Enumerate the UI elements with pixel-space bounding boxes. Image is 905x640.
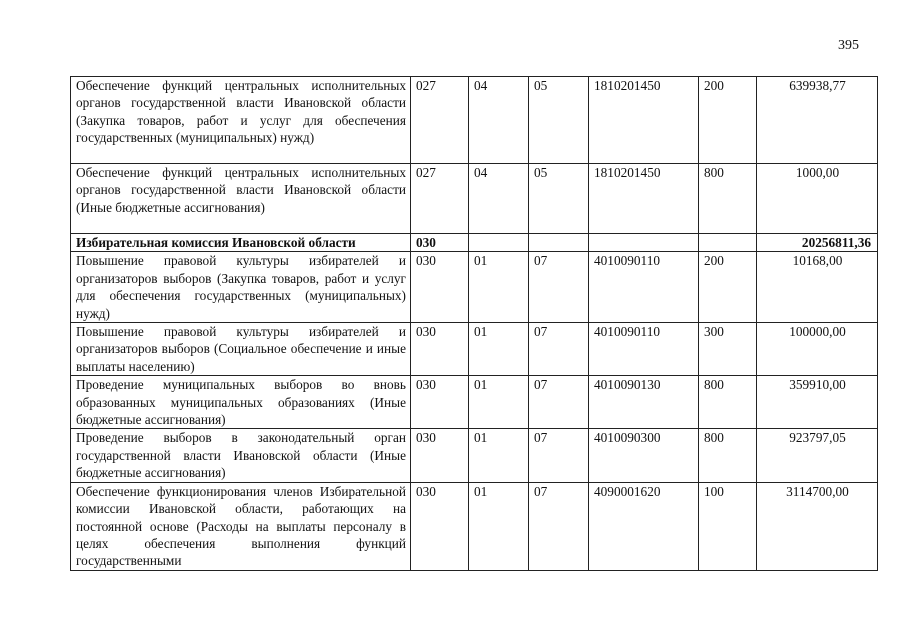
row-section-code: 01 xyxy=(469,252,529,323)
row-ministry-code: 027 xyxy=(411,164,469,234)
row-expense-type-code xyxy=(699,234,757,252)
row-section-code xyxy=(469,234,529,252)
table-row xyxy=(71,234,878,252)
table-row xyxy=(71,482,878,570)
row-amount: 359910,00 xyxy=(757,376,878,429)
row-ministry-code: 030 xyxy=(411,323,469,376)
row-name: Обеспечение функций центральных исполнительных органов государственной власти Ивановской области (Закупка товаров, работ и услуг для обеспечения государственных (муниципальных) нужд) xyxy=(71,77,411,164)
row-expense-type-code: 800 xyxy=(699,164,757,234)
row-target-code: 1810201450 xyxy=(589,77,699,164)
row-expense-type-code: 200 xyxy=(699,77,757,164)
table-row xyxy=(71,252,878,323)
row-name: Проведение муниципальных выборов во вновь образованных муниципальных образованиях (Иные бюджетные ассигнования) xyxy=(71,376,411,429)
row-target-code: 1810201450 xyxy=(589,164,699,234)
row-amount: 1000,00 xyxy=(757,164,878,234)
row-subsection-code: 05 xyxy=(529,164,589,234)
row-expense-type-code: 100 xyxy=(699,482,757,570)
row-ministry-code: 030 xyxy=(411,234,469,252)
table-row xyxy=(71,164,878,234)
row-expense-type-code: 300 xyxy=(699,323,757,376)
row-subsection-code: 07 xyxy=(529,482,589,570)
table-row xyxy=(71,429,878,482)
row-amount: 10168,00 xyxy=(757,252,878,323)
row-name: Обеспечение функций центральных исполнительных органов государственной власти Ивановской области (Иные бюджетные ассигнования) xyxy=(71,164,411,234)
row-name: Повышение правовой культуры избирателей и организаторов выборов (Социальное обеспечение и иные выплаты населению) xyxy=(71,323,411,376)
row-subsection-code: 07 xyxy=(529,429,589,482)
row-subsection-code xyxy=(529,234,589,252)
row-ministry-code: 030 xyxy=(411,376,469,429)
row-amount: 20256811,36 xyxy=(757,234,878,252)
budget-table xyxy=(70,76,878,571)
row-expense-type-code: 800 xyxy=(699,376,757,429)
row-amount: 923797,05 xyxy=(757,429,878,482)
row-subsection-code: 07 xyxy=(529,252,589,323)
row-amount: 100000,00 xyxy=(757,323,878,376)
table-row xyxy=(71,77,878,164)
row-ministry-code: 027 xyxy=(411,77,469,164)
row-section-code: 01 xyxy=(469,429,529,482)
row-ministry-code: 030 xyxy=(411,252,469,323)
row-subsection-code: 07 xyxy=(529,376,589,429)
row-target-code: 4010090110 xyxy=(589,252,699,323)
row-subsection-code: 05 xyxy=(529,77,589,164)
row-target-code xyxy=(589,234,699,252)
row-expense-type-code: 800 xyxy=(699,429,757,482)
row-subsection-code: 07 xyxy=(529,323,589,376)
table-row xyxy=(71,323,878,376)
row-name: Обеспечение функционирования членов Избирательной комиссии Ивановской области, работающих на постоянной основе (Расходы на выплаты персоналу в целях обеспечения выполнения функций государственными xyxy=(71,482,411,570)
row-target-code: 4010090110 xyxy=(589,323,699,376)
row-amount: 639938,77 xyxy=(757,77,878,164)
row-section-code: 04 xyxy=(469,164,529,234)
row-ministry-code: 030 xyxy=(411,482,469,570)
row-amount: 3114700,00 xyxy=(757,482,878,570)
row-expense-type-code: 200 xyxy=(699,252,757,323)
row-section-code: 01 xyxy=(469,482,529,570)
row-name: Проведение выборов в законодательный орган государственной власти Ивановской области (Иные бюджетные ассигнования) xyxy=(71,429,411,482)
row-section-code: 01 xyxy=(469,376,529,429)
row-target-code: 4010090130 xyxy=(589,376,699,429)
table-row xyxy=(71,376,878,429)
row-target-code: 4090001620 xyxy=(589,482,699,570)
row-ministry-code: 030 xyxy=(411,429,469,482)
row-target-code: 4010090300 xyxy=(589,429,699,482)
row-name: Избирательная комиссия Ивановской области xyxy=(71,234,411,252)
row-section-code: 01 xyxy=(469,323,529,376)
page-number: 395 xyxy=(838,38,859,53)
row-name: Повышение правовой культуры избирателей и организаторов выборов (Закупка товаров, работ и услуг для обеспечения государственных (муниципальных) нужд) xyxy=(71,252,411,323)
row-section-code: 04 xyxy=(469,77,529,164)
